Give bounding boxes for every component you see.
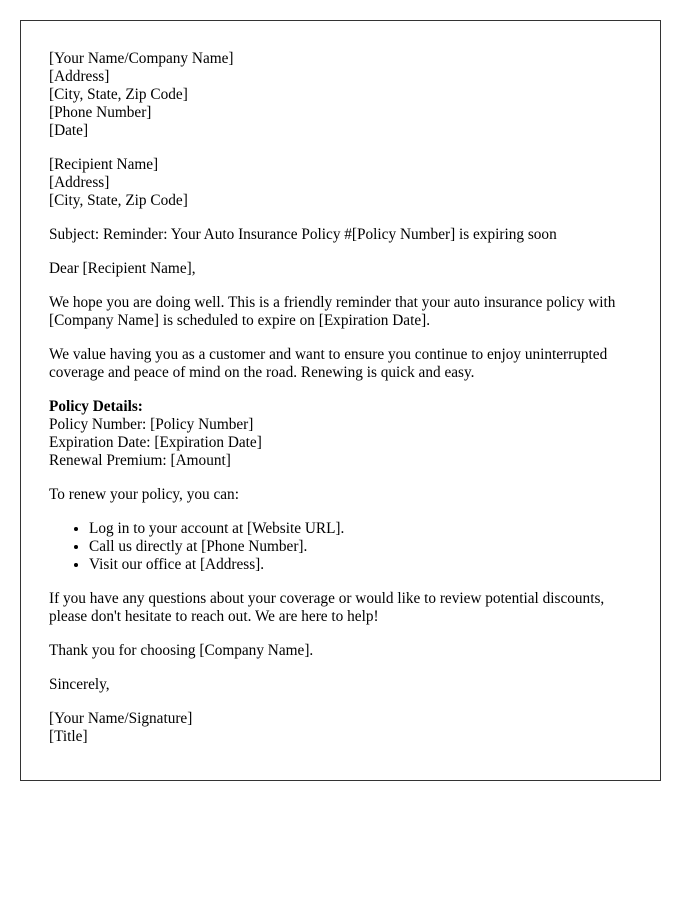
renew-option-phone: • Call us directly at [Phone Number]. (89, 538, 632, 556)
subject-line: Subject: Reminder: Your Auto Insurance Policy #[Policy Number] is expiring soon (49, 226, 557, 243)
sender-address: [Address] (49, 68, 110, 85)
signature-title: [Title] (49, 728, 88, 745)
recipient-city-state-zip: [City, State, Zip Code] (49, 192, 188, 209)
expiration-date-line: Expiration Date: [Expiration Date] (49, 434, 262, 451)
value-paragraph: We value having you as a customer and want to ensure you continue to enjoy uninterrupted coverage and peace of mind on the road. Renewing is quick and easy. (49, 346, 608, 381)
sender-city-state-zip: [City, State, Zip Code] (49, 86, 188, 103)
recipient-address-block (49, 156, 632, 210)
policy-number-line: Policy Number: [Policy Number] (49, 416, 254, 433)
renewal-premium-line: Renewal Premium: [Amount] (49, 452, 231, 469)
signature-block (49, 710, 632, 746)
renew-options-list (49, 520, 632, 574)
renew-option-website: • Log in to your account at [Website URL]. (89, 520, 632, 538)
policy-details-block (49, 398, 632, 470)
policy-details-heading: Policy Details: (49, 398, 143, 415)
sender-phone: [Phone Number] (49, 104, 152, 121)
sender-address-block (49, 50, 632, 140)
renew-intro: To renew your policy, you can: (49, 486, 239, 503)
recipient-name: [Recipient Name] (49, 156, 159, 173)
intro-paragraph: We hope you are doing well. This is a friendly reminder that your auto insurance policy with [Company Name] is scheduled to expire on [Expiration Date]. (49, 294, 616, 329)
closing: Sincerely, (49, 676, 110, 693)
signature-name: [Your Name/Signature] (49, 710, 193, 727)
sender-name: [Your Name/Company Name] (49, 50, 234, 67)
letter-page (20, 20, 661, 781)
letter-date: [Date] (49, 122, 89, 139)
salutation: Dear [Recipient Name], (49, 260, 196, 277)
thanks-paragraph: Thank you for choosing [Company Name]. (49, 642, 314, 659)
recipient-address: [Address] (49, 174, 110, 191)
renew-option-office: • Visit our office at [Address]. (89, 556, 632, 574)
questions-paragraph: If you have any questions about your coverage or would like to review potential discounts, please don't hesitate to reach out. We are here to help! (49, 590, 605, 625)
